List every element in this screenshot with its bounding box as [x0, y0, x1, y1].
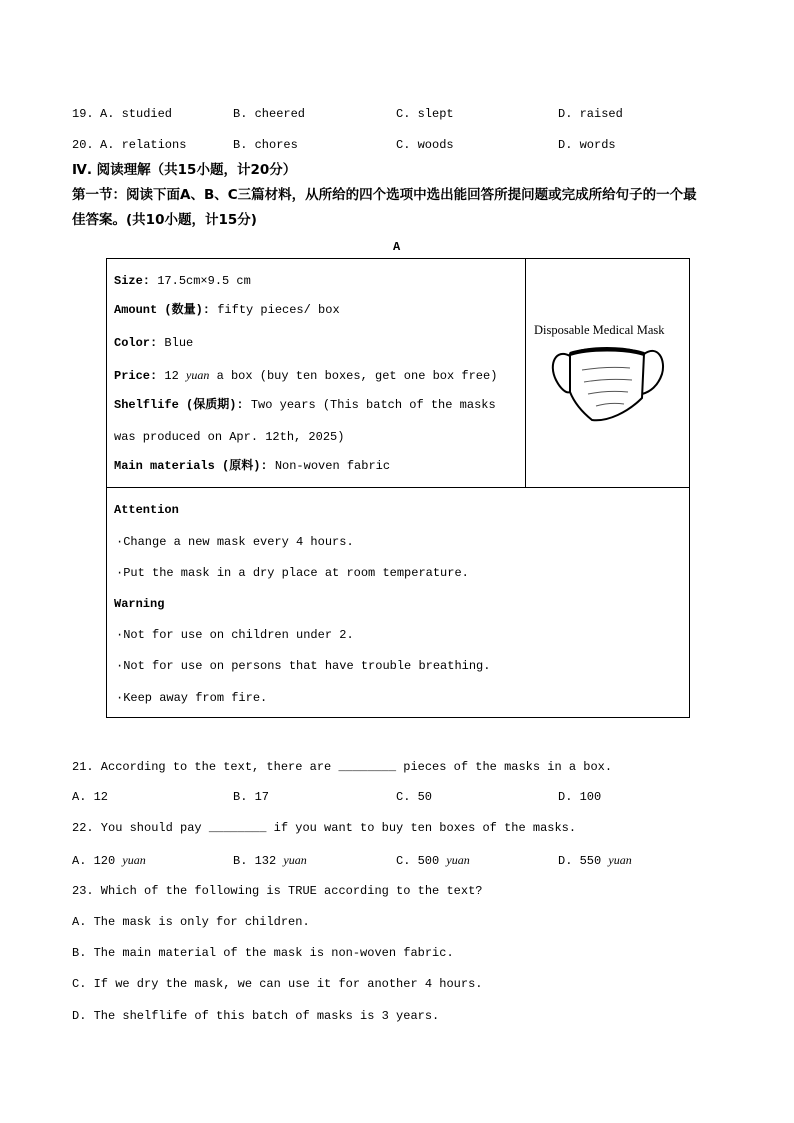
q22-option-b: B. 132 yuan	[233, 853, 307, 868]
attention-item: ·Change a new mask every 4 hours.	[116, 535, 354, 549]
warning-item: ·Keep away from fire.	[116, 691, 268, 705]
section-intro-line1: 第一节：阅读下面A、B、C三篇材料，从所给的四个选项中选出能回答所提问题或完成所给句子的一个最	[72, 187, 697, 203]
q20-option-c: C. woods	[396, 138, 454, 152]
q20-option-b: B. chores	[233, 138, 298, 152]
attention-item: ·Put the mask in a dry place at room temperature.	[116, 566, 469, 580]
q19-option-c: C. slept	[396, 107, 454, 121]
attention-title: Attention	[114, 503, 179, 517]
table-divider-vertical	[525, 258, 526, 487]
section-intro-line2: 佳答案。(共10小题，计15分)	[72, 212, 257, 228]
question-22: 22. You should pay ________ if you want to buy ten boxes of the masks.	[72, 821, 577, 835]
q23-option-d: D. The shelflife of this batch of masks is 3 years.	[72, 1009, 440, 1023]
q23-option-c: C. If we dry the mask, we can use it for another 4 hours.	[72, 977, 483, 991]
question-23: 23. Which of the following is TRUE according to the text?	[72, 884, 483, 898]
q22-option-d: D. 550 yuan	[558, 853, 632, 868]
q20-option-d: D. words	[558, 138, 616, 152]
mask-illustration	[548, 342, 666, 424]
warning-title: Warning	[114, 597, 165, 611]
question-21: 21. According to the text, there are ________ pieces of the masks in a box.	[72, 760, 613, 774]
warning-item: ·Not for use on persons that have trouble breathing.	[116, 659, 491, 673]
q21-option-b: B. 17	[233, 790, 270, 804]
material-row: Main materials (原料): Non-woven fabric	[114, 459, 391, 473]
warning-item: ·Not for use on children under 2.	[116, 628, 354, 642]
q23-option-a: A. The mask is only for children.	[72, 915, 310, 929]
q20-option-a: A. relations	[100, 138, 187, 152]
shelflife-row: Shelflife (保质期): Two years (This batch of the masks	[114, 398, 496, 412]
table-divider-horizontal	[106, 487, 689, 488]
price-row: Price: 12 yuan a box (buy ten boxes, get one box free)	[114, 368, 498, 383]
q22-option-a: A. 120 yuan	[72, 853, 146, 868]
q19-option-a: A. studied	[100, 107, 173, 121]
size-row: Size: 17.5cm×9.5 cm	[114, 274, 251, 288]
q19-number: 19.	[72, 107, 94, 121]
q21-option-d: D. 100	[558, 790, 602, 804]
passage-label: A	[393, 240, 401, 254]
q19-option-b: B. cheered	[233, 107, 306, 121]
color-row: Color: Blue	[114, 336, 194, 350]
q22-option-c: C. 500 yuan	[396, 853, 470, 868]
amount-row: Amount (数量): fifty pieces/ box	[114, 303, 340, 317]
q21-option-c: C. 50	[396, 790, 433, 804]
q23-option-b: B. The main material of the mask is non-woven fabric.	[72, 946, 454, 960]
q21-option-a: A. 12	[72, 790, 109, 804]
shelflife-row-cont: was produced on Apr. 12th, 2025)	[114, 430, 345, 444]
q19-option-d: D. raised	[558, 107, 623, 121]
mask-caption: Disposable Medical Mask	[534, 323, 665, 337]
section-title: Ⅳ. 阅读理解（共15小题，计20分）	[72, 162, 297, 178]
q20-number: 20.	[72, 138, 94, 152]
